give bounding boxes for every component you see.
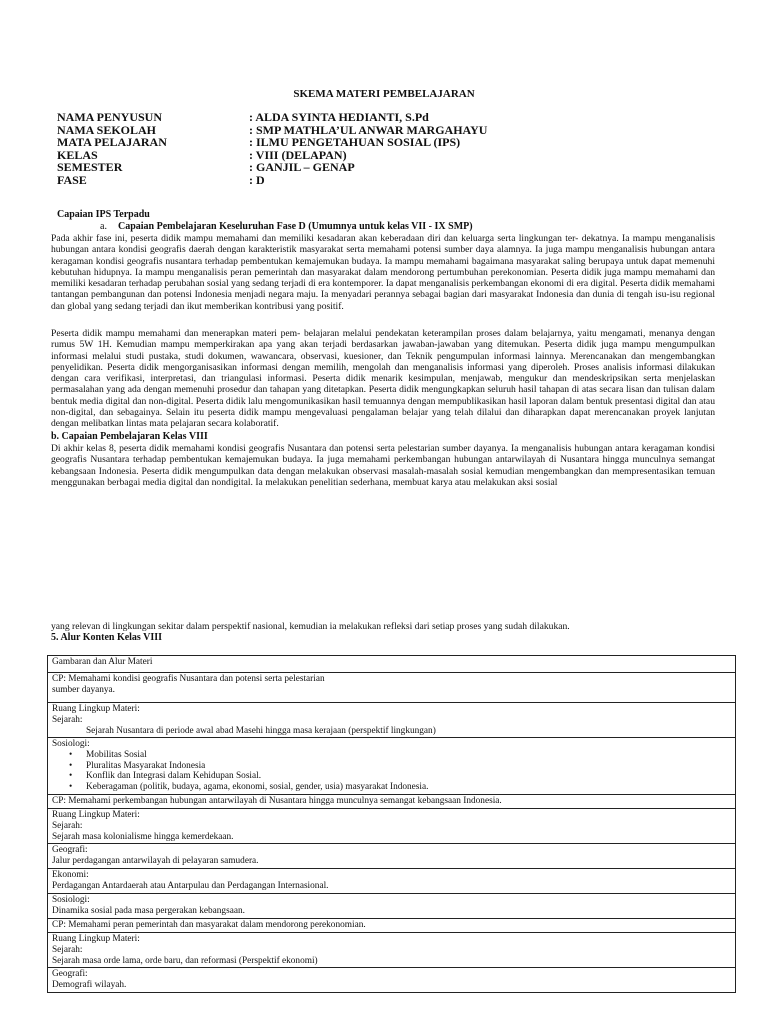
table-row-sosiologi: [48, 894, 735, 919]
bullet-icon: •: [69, 771, 73, 782]
identity-value: : VIII (DELAPAN): [249, 147, 347, 162]
bullet-icon: •: [69, 760, 73, 771]
table-row-cp: [48, 673, 735, 703]
identity-row: [57, 136, 487, 149]
table-header-text: Gambaran dan Alur Materi: [52, 657, 153, 667]
list-item-text: Konflik dan Integrasi dalam Kehidupan Sosial.: [86, 771, 262, 782]
table-text: Ruang Lingkup Materi:: [52, 704, 140, 714]
sosiologi-list: [52, 750, 731, 793]
identity-label: NAMA SEKOLAH: [57, 122, 157, 137]
paragraph-continued: yang relevan di lingkungan sekitar dalam perspektif nasional, kemudian ia melakukan refleksi dari setiap proses yang sudah dilakukan.: [51, 621, 570, 632]
table-row-scope: [48, 933, 735, 968]
identity-label: KELAS: [57, 147, 98, 162]
table-text: Sejarah masa kolonialisme hingga kemerdekaan.: [52, 831, 234, 842]
list-item: [69, 782, 731, 793]
table-text: Sosiologi:: [52, 739, 90, 749]
identity-value: : D: [249, 172, 265, 187]
identity-label: MATA PELAJARAN: [57, 135, 167, 150]
table-text: Sejarah:: [52, 944, 83, 955]
table-text: CP: Memahami peran pemerintah dan masyarakat dalam mendorong perekonomian.: [52, 920, 366, 930]
identity-value: : GANJIL – GENAP: [249, 160, 355, 175]
subheading-a: [100, 221, 473, 232]
table-text: CP: Memahami kondisi geografis Nusantara dan potensi serta pelestarian: [52, 674, 325, 684]
section-heading-alur-konten: 5. Alur Konten Kelas VIII: [51, 632, 163, 643]
table-text: Demografi wilayah.: [52, 979, 127, 990]
identity-row: [57, 174, 487, 187]
identity-label: SEMESTER: [57, 160, 123, 175]
list-item: [69, 749, 731, 761]
table-text: Ruang Lingkup Materi:: [52, 810, 140, 820]
table-text: Ruang Lingkup Materi:: [52, 934, 140, 944]
bullet-icon: •: [69, 782, 73, 793]
table-text: Sejarah masa orde lama, orde baru, dan reformasi (Perspektif ekonomi): [52, 955, 318, 966]
table-row-cp: [48, 795, 735, 809]
identity-value: : ILMU PENGETAHUAN SOSIAL (IPS): [249, 135, 461, 150]
section-heading-capaian: Capaian IPS Terpadu: [57, 209, 150, 220]
paragraph-kelas-viii: Di akhir kelas 8, peserta didik memahami kondisi geografis Nusantara dan potensi serta pelestarian sumber dayanya. Ia menganalisis hubungan antara keragaman kondisi geografis Nusantara terhadap pembentukan kemajemukan budaya. Ia juga memahami perkembangan hubungan antarwilayah di Nusantara hingga munculnya semangat kebangsaan Indonesia. Peserta didik mengumpulkan data dengan melakukan observasi masalah-masalah sosial kemudian mengembangkan dan mempresentasikan temuan menggunakan berbagai media digital dan nondigital. Ia melakukan penelitian sederhana, membuat karya atau melakukan aksi sosial: [51, 443, 715, 488]
table-row-geografi: [48, 844, 735, 869]
table-row-geografi: [48, 968, 735, 993]
bullet-icon: •: [69, 749, 73, 760]
table-row-cp: [48, 919, 735, 933]
table-text: Ekonomi:: [52, 870, 89, 880]
table-row-header: [48, 656, 735, 673]
subheading-a-number: a.: [100, 221, 107, 232]
document-title: SKEMA MATERI PEMBELAJARAN: [293, 88, 475, 100]
table-text: Sejarah:: [52, 714, 83, 725]
paragraph-fase-d: Pada akhir fase ini, peserta didik mampu memahami dan memiliki kesadaran akan keberadaan diri dan keluarga serta lingkungan ter- dekatnya. Ia mampu menganalisis hubungan antara kondisi geografis daerah dengan karakteristik masyarakat serta memahami potensi sumber daya alamnya. Ia juga mampu menganalisis hubungan antara keragaman kondisi geografis nusantara terhadap pembentukan kemajemukan budaya. Ia mampu memahami bagaimana masyarakat saling berupaya untuk dapat memenuhi kebutuhan hidupnya. Ia mampu menganalisis peran pemerintah dan masyarakat dalam mendorong pertumbuhan perekonomian. Peserta didik juga mampu memahami dan memiliki kesadaran terhadap perubahan sosial yang sedang terjadi di era kontemporer. Ia dapat menganalisis perkembangan ekonomi di era digital. Peserta didik memahami tantangan pembangunan dan potensi Indonesia menjadi negara maju. Ia menyadari perannya sebagai bagian dari masyarakat Indonesia dan dunia di tengah isu-isu regional dan global yang sedang terjadi dan ikut memberikan kontribusi yang positif.: [51, 233, 715, 312]
table-text: Geografi:: [52, 845, 88, 855]
paragraph-keterampilan-proses: Peserta didik mampu memahami dan menerapkan materi pem- belajaran melalui pendekatan keterampilan proses dalam belajarnya, yaitu mengamati, menanya dengan rumus 5W 1H. Kemudian mampu memperkirakan apa yang akan terjadi berdasarkan jawaban-jawaban yang ditemukan. Peserta didik juga mampu mengumpulkan informasi melalui studi pustaka, studi dokumen, wawancara, observasi, kuesioner, dan Teknik pengumpulan informasi lainnya. Merencanakan dan mengembangkan penyelidikan. Peserta didik mengorganisasikan informasi dengan memilih, mengolah dan menganalisis informasi yang diperoleh. Proses analisis informasi dilakukan dengan cara verifikasi, interpretasi, dan triangulasi informasi. Peserta didik menarik kesimpulan, menjawab, mengukur dan mendeskripsikan serta menjelaskan permasalahan yang ada dengan memenuhi prosedur dan tahapan yang ditetapkan. Peserta didik mengungkapkan seluruh hasil tahapan di atas secara lisan dan tulisan dalam bentuk media digital dan non-digital. Peserta didik lalu mengomunikasikan hasil temuannya dengan mempublikasikan hasil laporan dalam bentuk presentasi digital dan atau non-digital, dan sebagainya. Selain itu peserta didik mampu mengevaluasi pengalaman belajar yang telah dilalui dan diharapkan dapat merencanakan proyek lanjutan dengan melibatkan lintas mata pelajaran secara kolaboratif.: [51, 328, 715, 430]
identity-value: : SMP MATHLA’UL ANWAR MARGAHAYU: [249, 122, 488, 137]
list-item-text: Mobilitas Sosial: [86, 749, 147, 760]
list-item-text: Pluralitas Masyarakat Indonesia: [86, 760, 206, 771]
identity-label: NAMA PENYUSUN: [57, 110, 162, 124]
table-row-scope: [48, 809, 735, 844]
identity-row: [57, 161, 487, 174]
identity-label: FASE: [57, 172, 87, 187]
identity-row: [57, 111, 487, 124]
list-item-text: Keberagaman (politik, budaya, agama, ekonomi, sosial, gender, usia) masyarakat Indonesia.: [86, 782, 429, 793]
table-text: Sosiologi:: [52, 895, 90, 905]
table-text: Perdagangan Antardaerah atau Antarpulau dan Perdagangan Internasional.: [52, 880, 329, 891]
table-text: Dinamika sosial pada masa pergerakan kebangsaan.: [52, 905, 245, 916]
table-text: Sejarah:: [52, 820, 83, 831]
table-text: Geografi:: [52, 969, 88, 979]
content-flow-table: [47, 655, 736, 993]
table-row-ekonomi: [48, 869, 735, 894]
table-row-scope: [48, 703, 735, 738]
table-text: CP: Memahami perkembangan hubungan antarwilayah di Nusantara hingga munculnya semangat kebangsaan Indonesia.: [52, 796, 502, 806]
list-item: [69, 760, 731, 772]
table-row-sosiologi: [48, 738, 735, 795]
subheading-b: b. Capaian Pembelajaran Kelas VIII: [51, 431, 208, 442]
identity-value: : ALDA SYINTA HEDIANTI, S.Pd: [249, 110, 429, 124]
table-text: Sejarah Nusantara di periode awal abad Masehi hingga masa kerajaan (perspektif lingkungan): [86, 725, 436, 736]
table-text: sumber dayanya.: [52, 684, 115, 695]
table-text: Jalur perdagangan antarwilayah di pelayaran samudera.: [52, 855, 259, 866]
subheading-a-text: Capaian Pembelajaran Keseluruhan Fase D (Umumnya untuk kelas VII - IX SMP): [118, 221, 473, 232]
list-item: [69, 771, 731, 782]
identity-block: [57, 111, 487, 187]
